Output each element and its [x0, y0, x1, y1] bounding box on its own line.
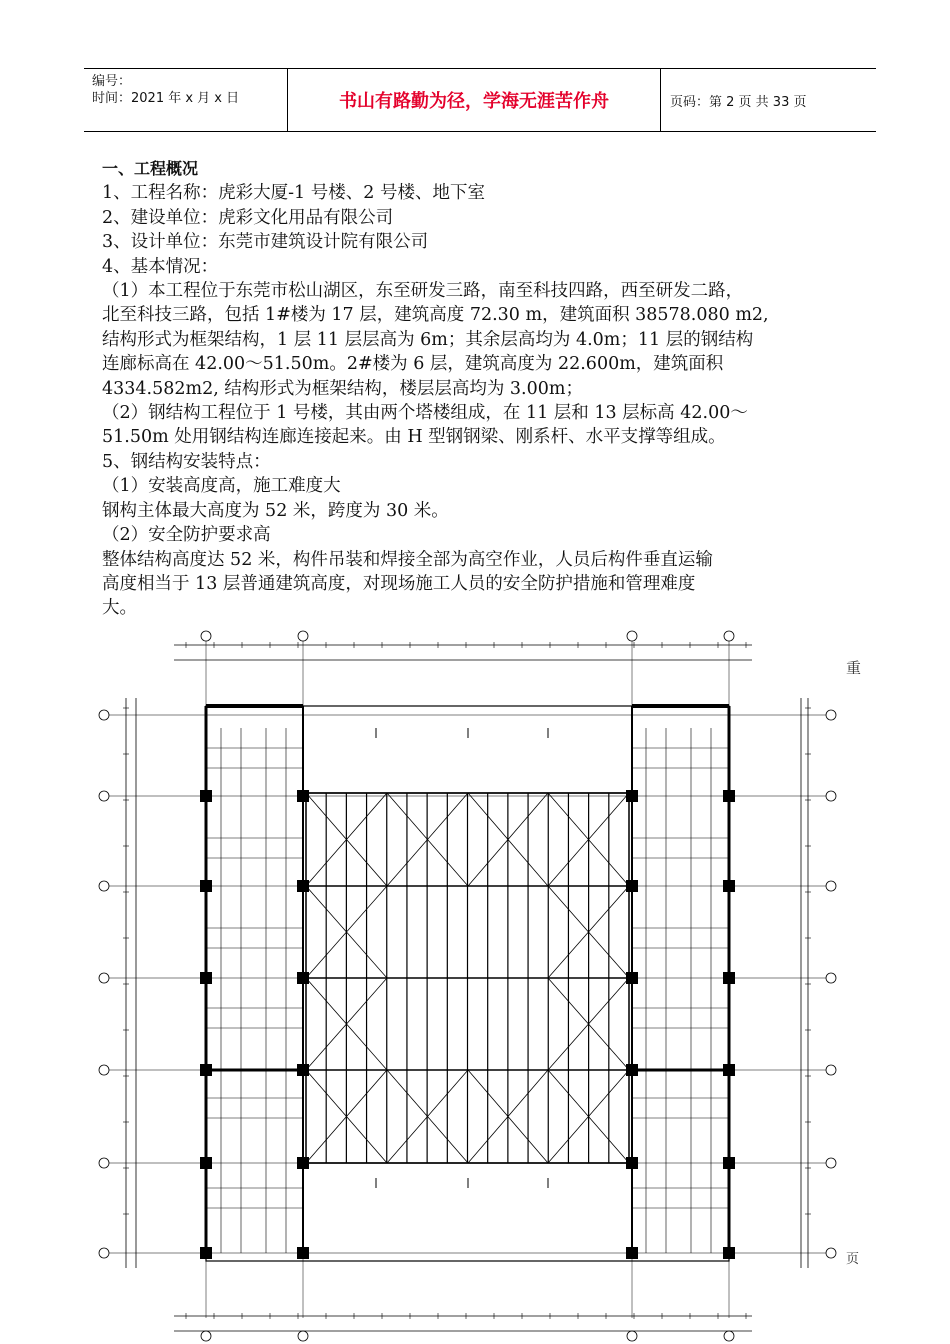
time-label: 时间：2021 年 x 月 x 日 — [92, 91, 240, 106]
side-mark-bottom: 页 — [846, 1252, 860, 1267]
structural-plan-drawing — [96, 628, 866, 1344]
header-meta — [92, 73, 287, 127]
axis-bubble — [298, 631, 308, 641]
column — [200, 1157, 212, 1169]
column — [723, 1064, 735, 1076]
body-line: 结构形式为框架结构，1 层 11 层层高为 6m；其余层高均为 4.0m；11 层的钢结构 — [102, 329, 754, 350]
column — [626, 790, 638, 802]
side-mark-top: 重 — [846, 659, 862, 677]
axis-bubble — [826, 1248, 836, 1258]
column — [200, 1064, 212, 1076]
axis-bubble — [627, 1331, 637, 1341]
axis-bubble — [627, 631, 637, 641]
body-line: （1）安装高度高，施工难度大 — [102, 476, 341, 497]
body-line: 钢构主体最大高度为 52 米，跨度为 30 米。 — [102, 500, 449, 521]
axis-bubble — [99, 1248, 109, 1258]
column — [297, 1247, 309, 1259]
body-line: 3、设计单位：东莞市建筑设计院有限公司 — [102, 232, 429, 253]
column — [723, 972, 735, 984]
axis-bubble — [201, 1331, 211, 1341]
page-label: 页码：第 2 页 共 33 页 — [670, 94, 807, 110]
column — [626, 1247, 638, 1259]
axis-bubble — [99, 791, 109, 801]
body-line: 4、基本情况： — [102, 256, 219, 277]
body-line: 5、钢结构安装特点： — [102, 451, 271, 472]
axis-bubble — [99, 1065, 109, 1075]
axis-bubble — [99, 710, 109, 720]
column — [297, 790, 309, 802]
body-line: 北至科技三路，包括 1#楼为 17 层，建筑高度 72.30 m，建筑面积 38578.080 m2, — [102, 305, 769, 326]
column — [200, 1247, 212, 1259]
axis-bubble — [724, 1331, 734, 1341]
body-line: 连廊标高在 42.00～51.50m。2#楼为 6 层，建筑高度为 22.600m，建筑面积 — [102, 354, 724, 375]
document-body — [102, 157, 872, 621]
axis-bubble — [99, 973, 109, 983]
body-line: 2、建设单位：虎彩文化用品有限公司 — [102, 207, 394, 228]
body-line: 整体结构高度达 52 米，构件吊装和焊接全部为高空作业，人员后构件垂直运输 — [102, 549, 713, 570]
body-line: 大。 — [102, 598, 137, 619]
axis-bubble — [826, 1065, 836, 1075]
body-line: （2）钢结构工程位于 1 号楼，其由两个塔楼组成，在 11 层和 13 层标高 42.00～ — [102, 403, 748, 424]
column — [723, 1157, 735, 1169]
axis-bubble — [826, 791, 836, 801]
column — [200, 972, 212, 984]
body-line: 高度相当于 13 层普通建筑高度，对现场施工人员的安全防护措施和管理难度 — [102, 573, 696, 594]
column — [723, 1247, 735, 1259]
column — [723, 790, 735, 802]
axis-bubble — [826, 710, 836, 720]
body-line: 1、工程名称：虎彩大厦-1 号楼、2 号楼、地下室 — [102, 183, 485, 204]
body-line: （1）本工程位于东莞市松山湖区，东至研发三路，南至科技四路，西至研发二路， — [102, 281, 744, 302]
axis-bubble — [99, 1158, 109, 1168]
body-line: （2）安全防护要求高 — [102, 525, 271, 546]
column — [200, 880, 212, 892]
column — [200, 790, 212, 802]
section-heading: 一、工程概况 — [102, 159, 199, 178]
divider — [660, 69, 661, 131]
number-label: 编号： — [92, 74, 132, 89]
axis-bubble — [201, 631, 211, 641]
body-line: 51.50m 处用钢结构连廊连接起来。由 H 型钢钢梁、刚系杆、水平支撑等组成。 — [102, 427, 726, 448]
axis-bubble — [826, 973, 836, 983]
axis-bubble — [99, 881, 109, 891]
axis-bubble — [298, 1331, 308, 1341]
axis-bubble — [724, 631, 734, 641]
header-motto: 书山有路勤为径，学海无涯苦作舟 — [339, 91, 609, 112]
body-line: 4334.582m2, 结构形式为框架结构，楼层层高均为 3.00m； — [102, 378, 583, 399]
axis-bubble — [826, 1158, 836, 1168]
column — [723, 880, 735, 892]
header-table — [84, 68, 876, 132]
axis-bubble — [826, 881, 836, 891]
